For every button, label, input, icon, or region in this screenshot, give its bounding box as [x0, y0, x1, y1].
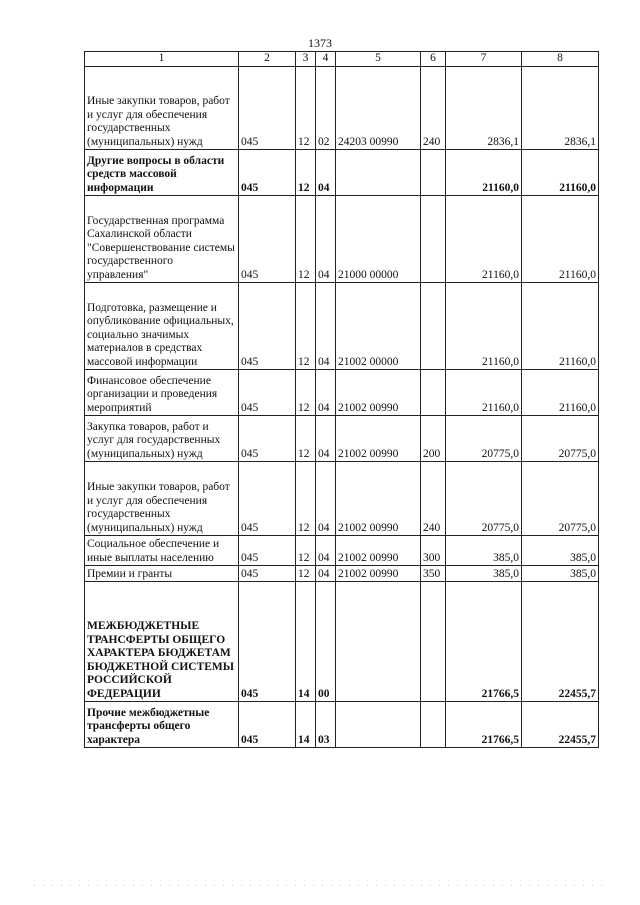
subsection-cell: 04 — [316, 283, 336, 370]
subsection-cell: 04 — [316, 536, 336, 566]
ministry-code-cell: 045 — [239, 416, 296, 462]
subsection-cell: 04 — [316, 150, 336, 196]
amount-year1-cell: 2836,1 — [446, 67, 522, 150]
column-header: 7 — [446, 52, 522, 67]
expense-name-cell: Прочие межбюджетные трансферты общего характера — [85, 702, 239, 748]
target-article-cell: 21000 00000 — [336, 196, 421, 283]
section-cell: 12 — [296, 150, 316, 196]
table-row — [85, 566, 599, 582]
amount-year2-cell: 385,0 — [522, 536, 599, 566]
ministry-code-cell: 045 — [239, 582, 296, 702]
target-article-cell: 21002 00990 — [336, 416, 421, 462]
section-cell: 12 — [296, 67, 316, 150]
expense-type-cell — [421, 370, 446, 416]
target-article-cell: 24203 00990 — [336, 67, 421, 150]
expense-type-cell — [421, 702, 446, 748]
table-row — [85, 582, 599, 702]
expense-type-cell: 350 — [421, 566, 446, 582]
subsection-cell: 04 — [316, 566, 336, 582]
amount-year1-cell: 385,0 — [446, 566, 522, 582]
target-article-cell — [336, 582, 421, 702]
ministry-code-cell: 045 — [239, 566, 296, 582]
column-header: 3 — [296, 52, 316, 67]
table-row — [85, 283, 599, 370]
expense-type-cell — [421, 150, 446, 196]
ministry-code-cell: 045 — [239, 283, 296, 370]
expense-name-cell: Социальное обеспечение и иные выплаты населению — [85, 536, 239, 566]
amount-year2-cell: 21160,0 — [522, 283, 599, 370]
target-article-cell: 21002 00000 — [336, 283, 421, 370]
ministry-code-cell: 045 — [239, 370, 296, 416]
amount-year2-cell: 21160,0 — [522, 196, 599, 283]
column-header: 5 — [336, 52, 421, 67]
expense-type-cell — [421, 582, 446, 702]
column-header: 6 — [421, 52, 446, 67]
amount-year1-cell: 21160,0 — [446, 283, 522, 370]
table-row — [85, 462, 599, 536]
expense-type-cell: 240 — [421, 67, 446, 150]
column-header: 2 — [239, 52, 296, 67]
amount-year2-cell: 20775,0 — [522, 416, 599, 462]
scan-noise — [30, 878, 610, 886]
target-article-cell: 21002 00990 — [336, 462, 421, 536]
amount-year1-cell: 385,0 — [446, 536, 522, 566]
amount-year1-cell: 21160,0 — [446, 150, 522, 196]
section-cell: 14 — [296, 582, 316, 702]
expense-name-cell: Закупка товаров, работ и услуг для государственных (муниципальных) нужд — [85, 416, 239, 462]
amount-year1-cell: 21766,5 — [446, 582, 522, 702]
expense-type-cell: 300 — [421, 536, 446, 566]
amount-year2-cell: 385,0 — [522, 566, 599, 582]
section-cell: 12 — [296, 462, 316, 536]
subsection-cell: 04 — [316, 416, 336, 462]
table-row — [85, 370, 599, 416]
table-row — [85, 67, 599, 150]
section-cell: 12 — [296, 536, 316, 566]
section-cell: 12 — [296, 370, 316, 416]
target-article-cell: 21002 00990 — [336, 370, 421, 416]
amount-year2-cell: 21160,0 — [522, 150, 599, 196]
section-cell: 12 — [296, 196, 316, 283]
table-row — [85, 702, 599, 748]
amount-year1-cell: 20775,0 — [446, 462, 522, 536]
expense-name-cell: МЕЖБЮДЖЕТНЫЕ ТРАНСФЕРТЫ ОБЩЕГО ХАРАКТЕРА БЮДЖЕТАМ БЮДЖЕТНОЙ СИСТЕМЫ РОССИЙСКОЙ ФЕДЕРАЦИИ — [85, 582, 239, 702]
ministry-code-cell: 045 — [239, 67, 296, 150]
section-cell: 12 — [296, 416, 316, 462]
column-header: 1 — [85, 52, 239, 67]
expense-type-cell: 240 — [421, 462, 446, 536]
amount-year1-cell: 21160,0 — [446, 196, 522, 283]
budget-table — [84, 51, 599, 748]
column-header: 8 — [522, 52, 599, 67]
target-article-cell — [336, 702, 421, 748]
expense-type-cell — [421, 196, 446, 283]
amount-year1-cell: 21160,0 — [446, 370, 522, 416]
expense-type-cell: 200 — [421, 416, 446, 462]
amount-year2-cell: 2836,1 — [522, 67, 599, 150]
section-cell: 12 — [296, 283, 316, 370]
table-row — [85, 150, 599, 196]
expense-name-cell: Премии и гранты — [85, 566, 239, 582]
subsection-cell: 04 — [316, 196, 336, 283]
subsection-cell: 03 — [316, 702, 336, 748]
subsection-cell: 00 — [316, 582, 336, 702]
target-article-cell: 21002 00990 — [336, 566, 421, 582]
page-number: 1373 — [308, 36, 332, 50]
expense-name-cell: Иные закупки товаров, работ и услуг для обеспечения государственных (муниципальных) нужд — [85, 462, 239, 536]
table-row — [85, 196, 599, 283]
ministry-code-cell: 045 — [239, 196, 296, 283]
target-article-cell — [336, 150, 421, 196]
subsection-cell: 04 — [316, 370, 336, 416]
subsection-cell: 02 — [316, 67, 336, 150]
expense-type-cell — [421, 283, 446, 370]
amount-year2-cell: 20775,0 — [522, 462, 599, 536]
table-row — [85, 416, 599, 462]
ministry-code-cell: 045 — [239, 462, 296, 536]
ministry-code-cell: 045 — [239, 150, 296, 196]
amount-year2-cell: 22455,7 — [522, 582, 599, 702]
expense-name-cell: Иные закупки товаров, работ и услуг для обеспечения государственных (муниципальных) нужд — [85, 67, 239, 150]
section-cell: 14 — [296, 702, 316, 748]
section-cell: 12 — [296, 566, 316, 582]
expense-name-cell: Подготовка, размещение и опубликование официальных, социально значимых материалов в средствах массовой информации — [85, 283, 239, 370]
amount-year1-cell: 20775,0 — [446, 416, 522, 462]
amount-year1-cell: 21766,5 — [446, 702, 522, 748]
amount-year2-cell: 22455,7 — [522, 702, 599, 748]
expense-name-cell: Финансовое обеспечение организации и проведения мероприятий — [85, 370, 239, 416]
header-row — [85, 52, 599, 67]
amount-year2-cell: 21160,0 — [522, 370, 599, 416]
table-row — [85, 536, 599, 566]
expense-name-cell: Государственная программа Сахалинской области "Совершенствование системы государственного управления" — [85, 196, 239, 283]
ministry-code-cell: 045 — [239, 702, 296, 748]
subsection-cell: 04 — [316, 462, 336, 536]
expense-name-cell: Другие вопросы в области средств массовой информации — [85, 150, 239, 196]
target-article-cell: 21002 00990 — [336, 536, 421, 566]
column-header: 4 — [316, 52, 336, 67]
ministry-code-cell: 045 — [239, 536, 296, 566]
